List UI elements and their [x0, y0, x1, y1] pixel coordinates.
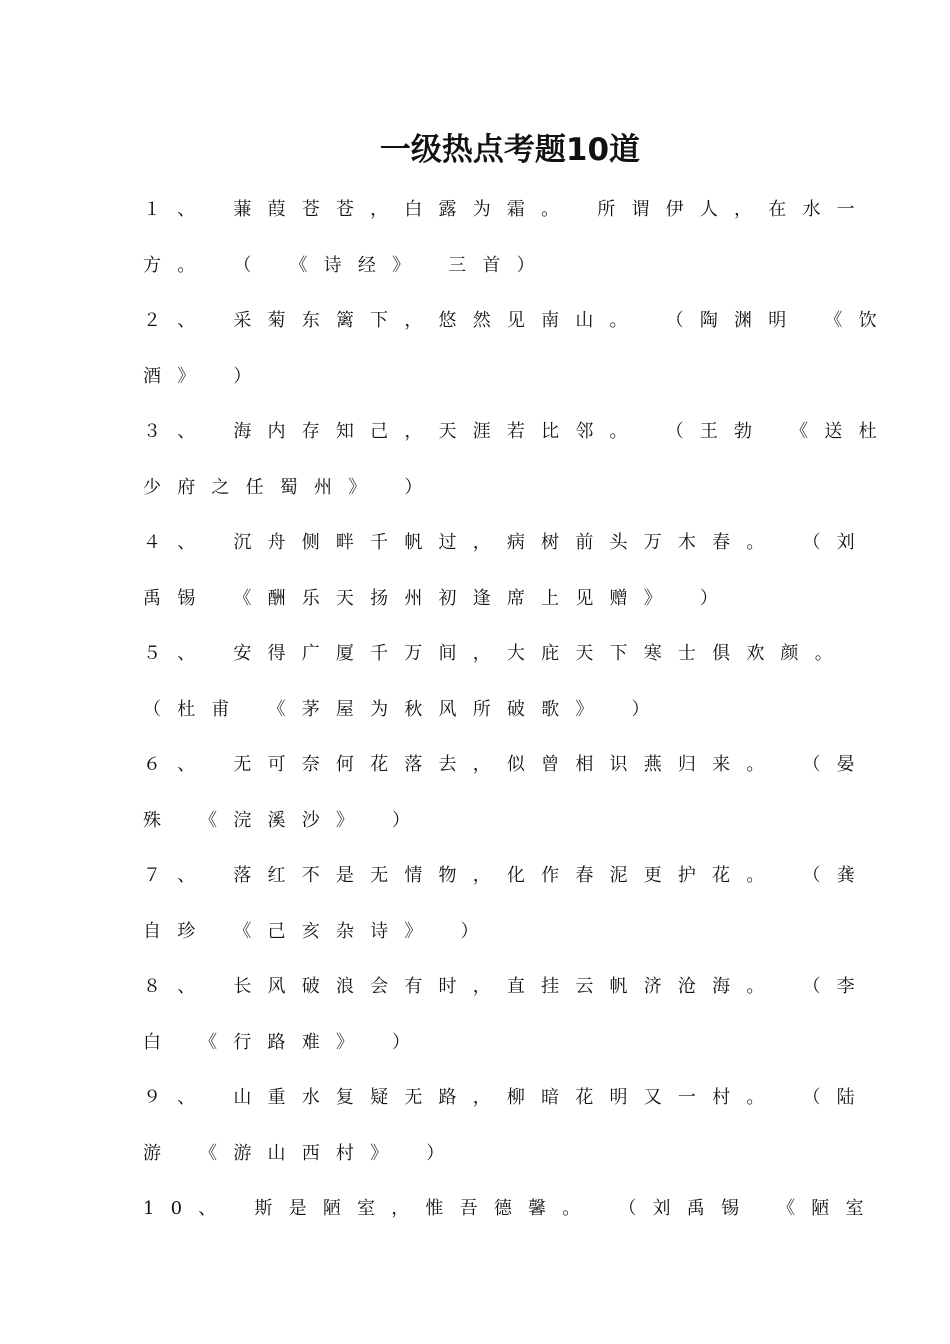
text-line: 10、 斯是陋室，惟吾德馨。 （刘禹锡 《陋室	[143, 1198, 880, 1219]
text-line: ９、 山重水复疑无路，柳暗花明又一村。 （陆	[143, 1087, 871, 1108]
text-line: （杜甫 《茅屋为秋风所破歌》 ）	[143, 698, 666, 720]
text-line: 方。 （ 《诗经》 三首）	[143, 254, 551, 276]
text-line: 游 《游山西村》 ）	[143, 1142, 461, 1164]
text-line: 禹锡 《酬乐天扬州初逢席上见赠》 ）	[143, 587, 735, 609]
text-line: ５、 安得广厦千万间，大庇天下寒士俱欢颜。	[143, 643, 849, 664]
text-line: ４、 沉舟侧畔千帆过，病树前头万木春。 （刘	[143, 532, 871, 553]
text-line: ２、 采菊东篱下，悠然见南山。 （陶渊明 《饮	[143, 310, 893, 331]
text-line: ７、 落红不是无情物，化作春泥更护花。 （龚	[143, 865, 871, 886]
text-line: 白 《行路难》 ）	[143, 1031, 427, 1053]
page-title: 一级热点考题10道	[379, 132, 641, 168]
text-line: １、 蒹葭苍苍，白露为霜。 所谓伊人，在水一	[143, 199, 871, 220]
text-line: ８、 长风破浪会有时，直挂云帆济沧海。 （李	[143, 976, 871, 997]
text-line: ６、 无可奈何花落去，似曾相识燕归来。 （晏	[143, 754, 871, 775]
text-line: 自珍 《己亥杂诗》 ）	[143, 920, 495, 942]
text-line: 少府之任蜀州》 ）	[143, 476, 439, 498]
text-line: ３、 海内存知己，天涯若比邻。 （王勃 《送杜	[143, 421, 893, 442]
poem-quote-list	[143, 182, 893, 1237]
text-line: 殊 《浣溪沙》 ）	[143, 809, 427, 831]
text-line: 酒》 ）	[143, 365, 268, 387]
